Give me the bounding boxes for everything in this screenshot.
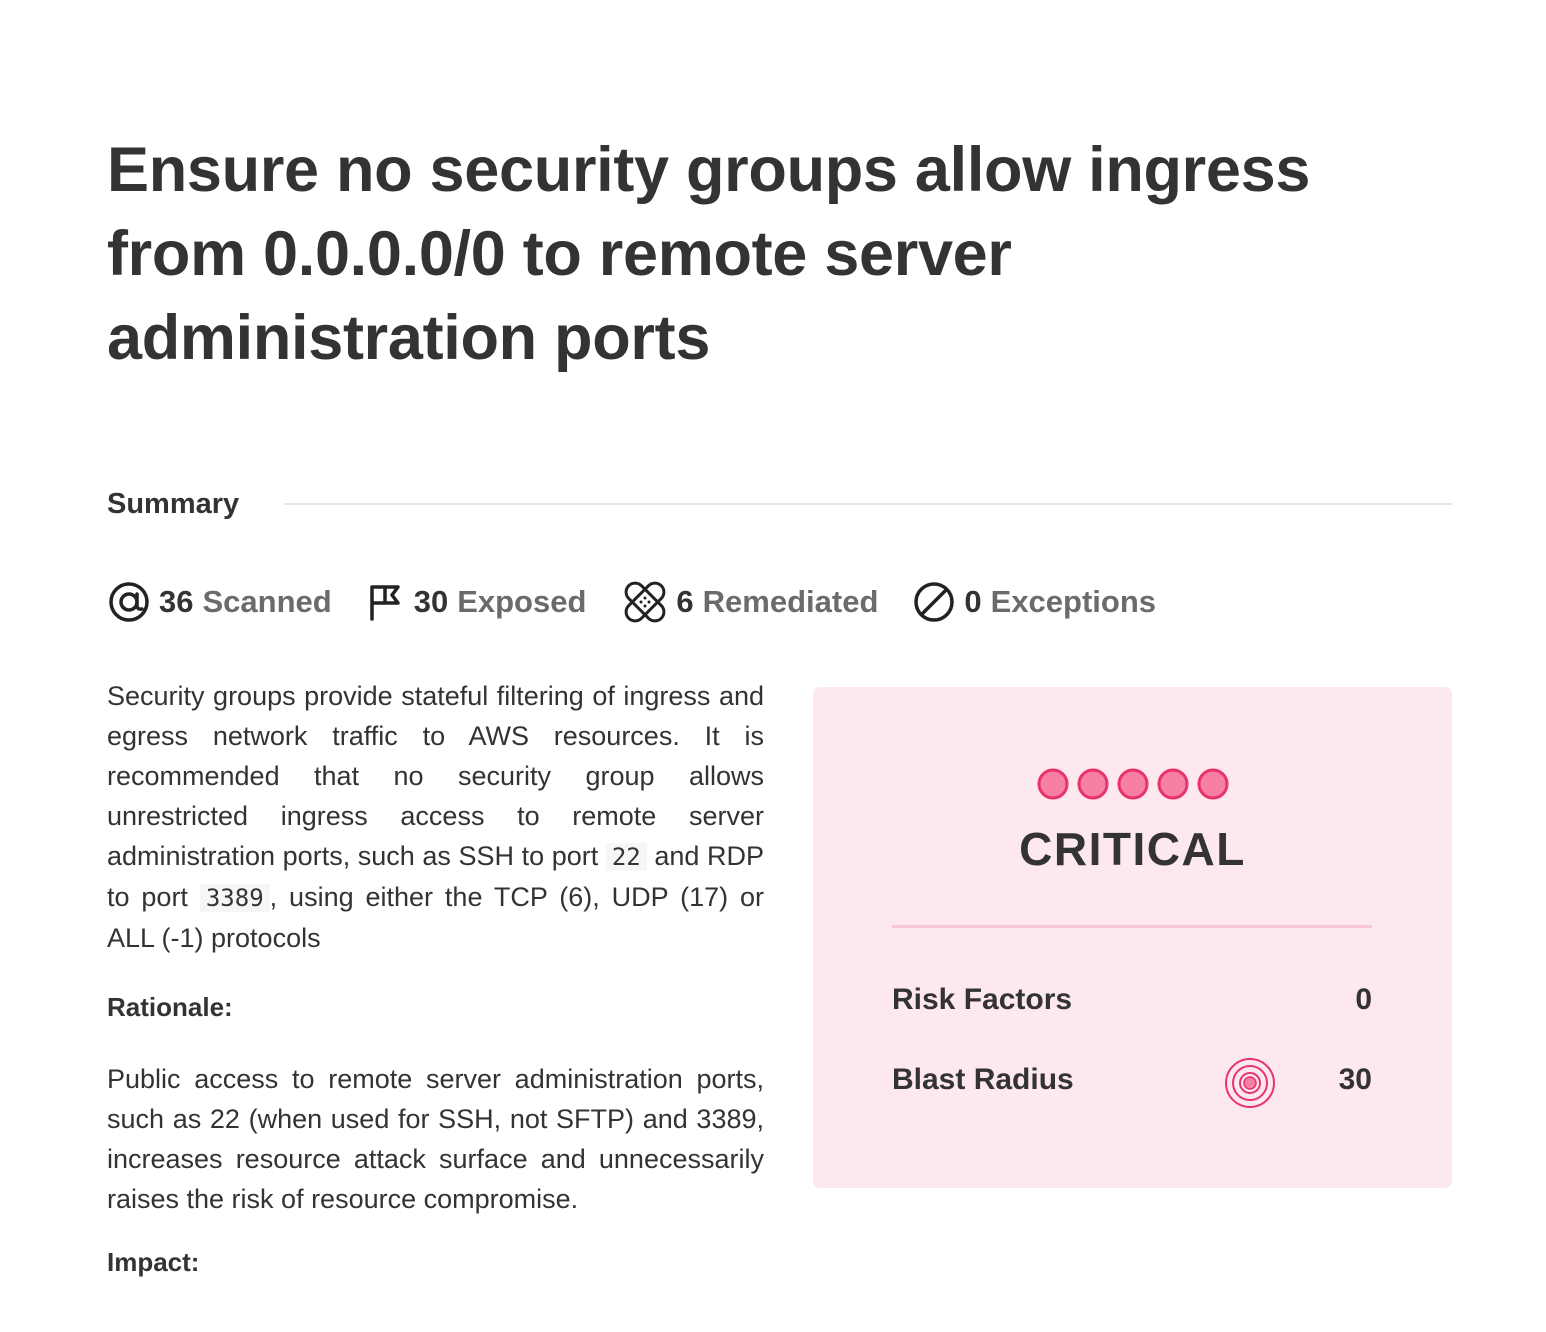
summary-divider [285, 503, 1452, 505]
severity-dot [1199, 770, 1227, 798]
stat-label: Remediated [702, 584, 879, 619]
stat-exceptions[interactable] [912, 580, 1156, 624]
stat-exposed[interactable] [366, 582, 587, 622]
stat-count: 0 [964, 584, 982, 619]
stat-remediated[interactable] [620, 577, 878, 627]
description-column [107, 676, 764, 1278]
risk-factors-value: 0 [1355, 983, 1372, 1016]
bandage-icon [620, 577, 670, 627]
severity-label: CRITICAL [1019, 823, 1246, 875]
rationale-paragraph: Public access to remote server administration ports, such as 22 (when used for SSH, not SFTP) and 3389, increases resource attack surface and unnecessarily raises the risk of resource compromise. [107, 1064, 764, 1214]
severity-dots [1033, 766, 1233, 802]
rationale-heading: Rationale: [107, 992, 233, 1022]
description-text: , using either the TCP (6), UDP (17) or ALL (-1) protocols [107, 882, 765, 953]
stat-count: 30 [413, 584, 449, 619]
prohibited-icon [912, 580, 956, 624]
stat-count: 36 [159, 584, 194, 619]
severity-dot [1159, 770, 1187, 798]
flag-icon [366, 582, 406, 622]
summary-header [107, 482, 1452, 526]
severity-level-indicator [813, 766, 1452, 802]
severity-dot [1039, 770, 1067, 798]
description-paragraph [107, 676, 764, 958]
stat-label: Scanned [202, 584, 332, 619]
inline-code: 3389 [200, 884, 270, 912]
blast-radius-value: 30 [1338, 1063, 1372, 1096]
blast-radius-label: Blast Radius [892, 1063, 1074, 1096]
target-icon [1224, 1057, 1276, 1114]
at-sign-icon [107, 580, 151, 624]
severity-dot [1079, 770, 1107, 798]
summary-stats [107, 576, 1190, 628]
inline-code: 22 [606, 843, 647, 871]
severity-dot [1119, 770, 1147, 798]
summary-label: Summary [107, 487, 240, 520]
risk-factors-label: Risk Factors [892, 983, 1073, 1016]
stat-count: 6 [676, 584, 694, 619]
severity-card [813, 687, 1452, 1188]
stat-scanned[interactable] [107, 580, 332, 624]
card-divider [892, 925, 1372, 928]
stat-label: Exceptions [990, 584, 1157, 619]
description-text: and RDP to port [107, 841, 764, 912]
description-text: Security groups provide stateful filtering of ingress and egress network traffic to AWS resources. It is recommended that no security group allows unrestricted ingress access to remote server administration ports, such as SSH to port [107, 681, 764, 871]
stat-label: Exposed [457, 584, 587, 619]
page-title: Ensure no security groups allow ingress from 0.0.0.0/0 to remote server administration ports [107, 135, 1311, 373]
impact-heading: Impact: [107, 1247, 200, 1277]
